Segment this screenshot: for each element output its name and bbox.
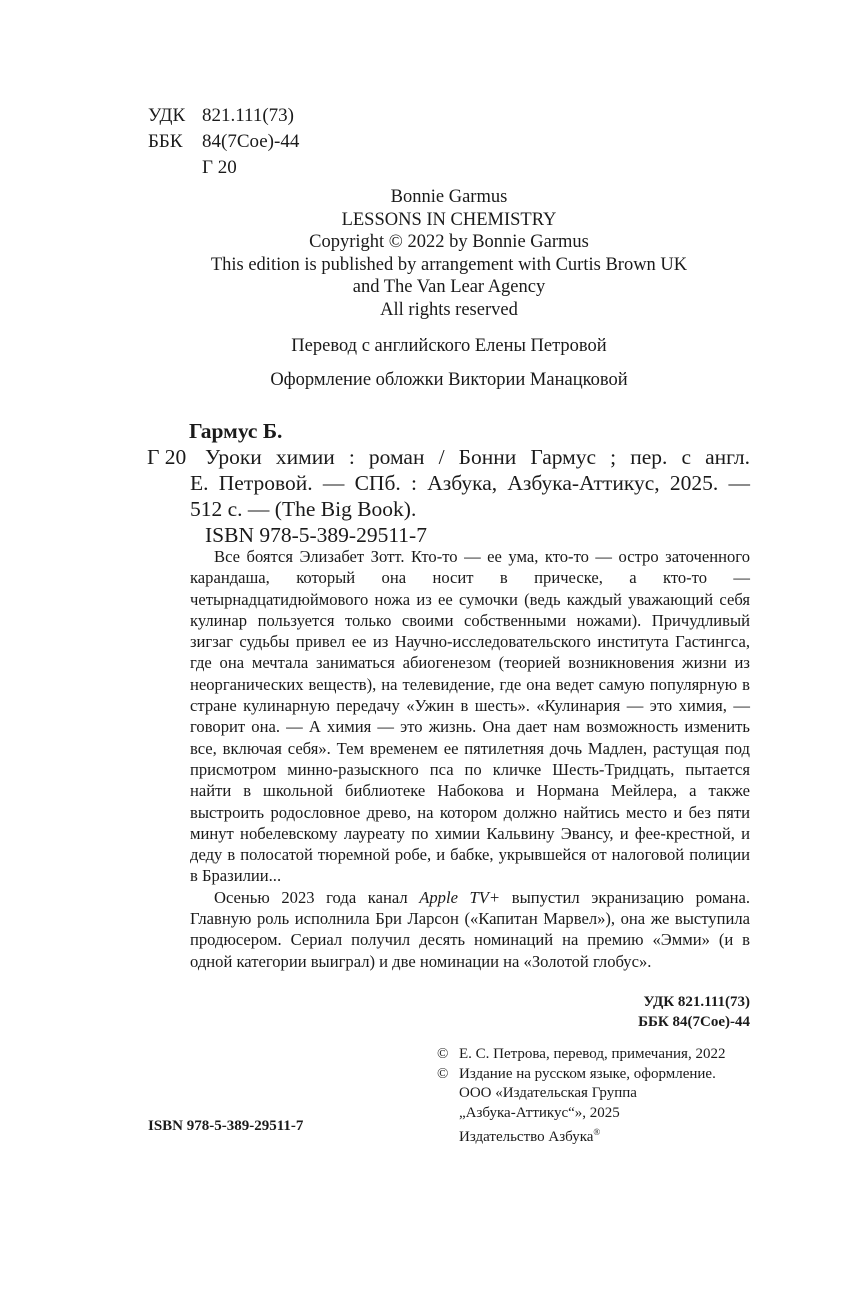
udk-row <box>148 105 299 127</box>
publisher-name: Издательство Азбука <box>459 1129 594 1146</box>
copyright-symbol-2: © <box>437 1065 449 1082</box>
copyright-symbol-1: © <box>437 1046 449 1062</box>
footer-udk: УДК 821.111(73) <box>643 994 750 1010</box>
copyright-translation <box>437 1045 767 1065</box>
udk-value: 821.111(73) <box>202 105 294 126</box>
entry-line-3: 512 с. — (The Big Book). <box>190 497 417 521</box>
annotation-paragraph-1: Все боятся Элизабет Зотт. Кто-то — ее ума, кто-то — остро заточенного карандаша, который она носит в прическе, а кто-то — четырнадцатидюймового ножа из ее сумочки (ведь каждый уважающий себя кулинар пользуется только своими собственными ножами). Причудливый зигзаг судьбы привел ее из Научно-исследовательского института Гастингса, где она мечтала заниматься абиогенезом (теорией возникновения жизни из неорганических веществ), на телевидение, где она ведет самую популярную в стране кулинарную передачу «Ужин в шесть». «Кулинария — это химия, — говорит она. — А химия — это жизнь. Она дает нам возможность изменить все, включая себя». Тем временем ее пятилетняя дочь Мадлен, растущая под присмотром минно-разыскного пса по кличке Шесть-Тридцать, пытается найти в школьной библиотеке Набокова и Нормана Мейлера, а также выстроить родословное древо, на котором должно найтись место и без пяти минут нобелевскому лауреату по химии Кальвину Эвансу, и фее-крестной, и деду в полосатой тюремной робе, и бабке, укрывшейся от налоговой полиции в Бразилии... <box>190 547 750 886</box>
copyright-edition-line-1: Издание на русском языке, оформление. <box>459 1065 716 1082</box>
entry-sign: Г 20 <box>147 445 187 469</box>
footer-bbk: ББК 84(7Сое)-44 <box>638 1013 750 1030</box>
copyright-block <box>437 1045 767 1148</box>
bbk-value: 84(7Сое)-44 <box>202 131 300 152</box>
entry-line-1: Уроки химии : роман / Бонни Гармус ; пер. с англ. <box>205 445 750 469</box>
classification-codes <box>148 105 299 179</box>
entry-body <box>190 444 750 548</box>
copyright-translation-text: Е. С. Петрова, перевод, примечания, 2022 <box>459 1046 726 1062</box>
entry-author-heading: Гармус Б. <box>189 419 283 443</box>
edition-line-2: and The Van Lear Agency <box>352 277 546 298</box>
original-author: Bonnie Garmus <box>390 187 508 207</box>
original-copyright: Copyright © 2022 by Bonnie Garmus <box>309 232 589 253</box>
annotation <box>190 546 750 972</box>
original-info <box>0 186 856 322</box>
rights-reserved: All rights reserved <box>380 299 518 320</box>
udk-label: УДК <box>148 105 186 126</box>
translation-credit: Перевод с английского Елены Петровой <box>291 336 607 356</box>
copyright-edition-line-3: „Азбука-Аттикус“», 2025 <box>459 1104 620 1121</box>
bbk-row <box>148 131 299 153</box>
copyright-edition-line-2: ООО «Издательская Группа <box>459 1085 637 1102</box>
cover-credit: Оформление обложки Виктории Манацковой <box>270 370 628 390</box>
apple-tv-channel: Apple TV+ <box>419 887 501 907</box>
annotation-p2-start: Осенью 2023 года канал <box>214 887 420 907</box>
annotation-p2-rest: выпустил экранизацию романа. Главную роль исполнила Бри Ларсон («Капитан Марвел»), она же выступила продюсером. Сериал получил десять номинаций на премию «Эмми» (и в одной категории выиграл) и две номинации на «Золотой глобус». <box>190 887 750 971</box>
copyright-edition <box>437 1065 767 1148</box>
bbk-label: ББК <box>148 131 183 152</box>
copyright-edition-line-4 <box>459 1123 716 1148</box>
original-title: LESSONS IN CHEMISTRY <box>341 209 557 230</box>
copyright-edition-text <box>459 1065 716 1148</box>
footer-codes <box>560 993 750 1032</box>
annotation-paragraph-2 <box>190 887 750 972</box>
edition-line-1: This edition is published by arrangement with Curtis Brown UK <box>210 254 688 275</box>
footer-isbn: ISBN 978-5-389-29511-7 <box>148 1118 304 1134</box>
entry-isbn: ISBN 978-5-389-29511-7 <box>205 523 427 547</box>
registered-mark: ® <box>593 1127 601 1138</box>
entry-line-2: Е. Петровой. — СПб. : Азбука, Азбука-Аттикус, 2025. — <box>190 471 750 495</box>
author-sign: Г 20 <box>202 157 237 178</box>
